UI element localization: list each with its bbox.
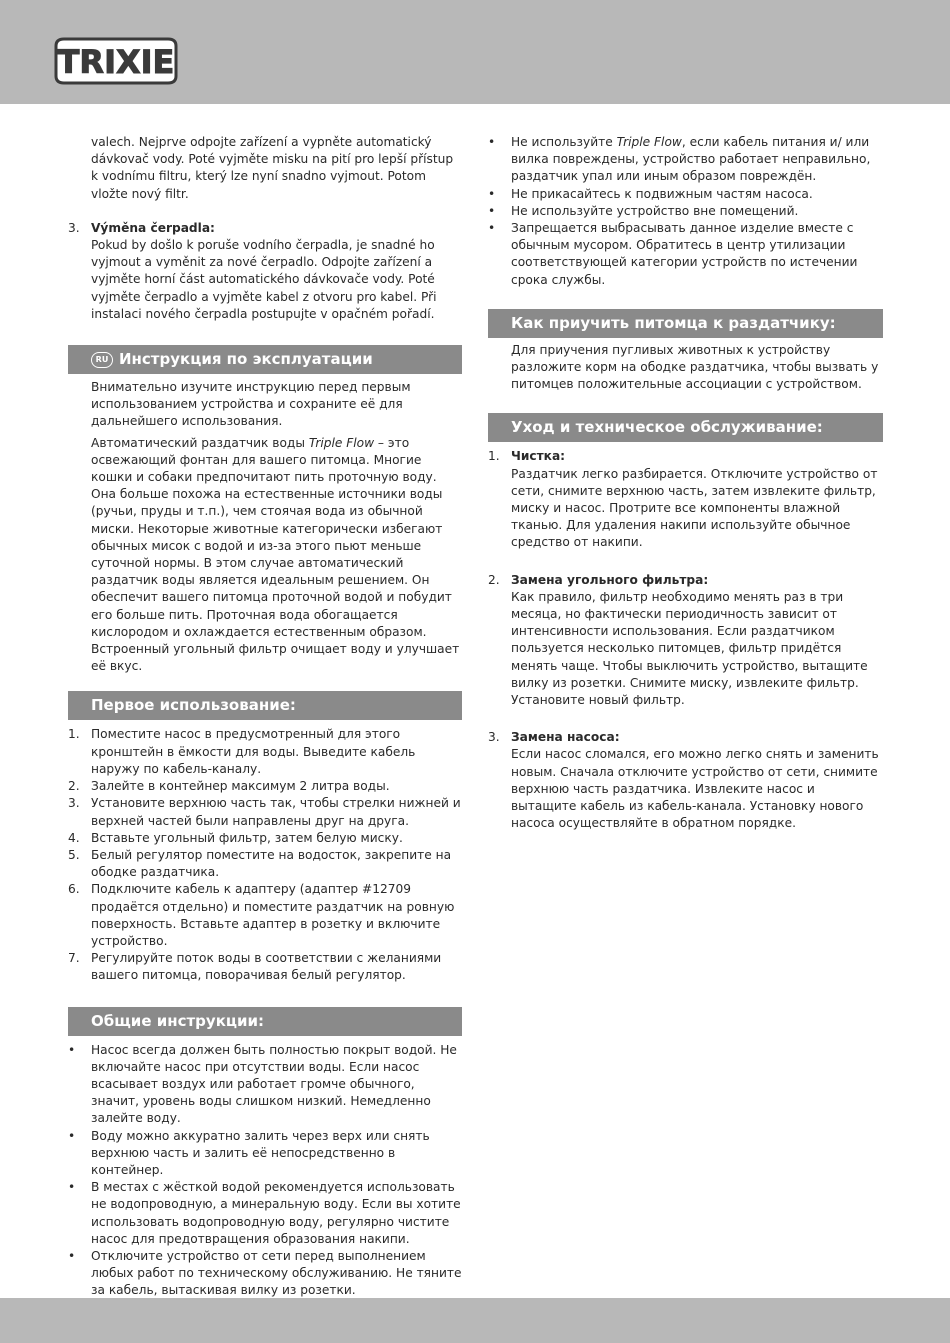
- cz-item3-number: 3.: [68, 220, 80, 235]
- cz-item3-title: Výměna čerpadla:: [91, 220, 215, 235]
- item-text-a: Не прикасайтесь к подвижным частям насоса.: [511, 186, 813, 201]
- item-text: Поместите насос в предусмотренный для этого кронштейн в ёмкости для воды. Выведите кабель наружу по кабель-каналу.: [91, 727, 416, 776]
- item-text: Насос всегда должен быть полностью покрыт водой. Не включайте насос при отсутствии воды. Если насос всасывает воздух или работает громче обычного, значит, уровень воды слишком низкий. Немедленно залейте воду.: [91, 1042, 457, 1126]
- first-use-item: [68, 950, 462, 984]
- first-use-item: [68, 778, 462, 795]
- ru-heading-title: Инструкция по эксплуатации: [119, 350, 373, 369]
- care-item-title: Замена насоса:: [511, 730, 620, 745]
- item-number: 3.: [488, 730, 500, 745]
- care-item-text: Если насос сломался, его можно легко снять и заменить новым. Сначала отключите устройство от сети, снимите верхнюю часть раздатчика. Извлеките насос и вытащите кабель из кабель-канала. Установку нового насоса осуществляйте в обратном порядке.: [511, 747, 879, 831]
- bullet: •: [68, 1248, 76, 1263]
- training-heading: Как приучить питомца к раздатчику:: [488, 309, 883, 338]
- item-number: 5.: [68, 847, 80, 862]
- item-text: Белый регулятор поместите на водосток, закрепите на ободке раздатчика.: [91, 847, 452, 880]
- ru-intro2-text-b: – это освежающий фонтан для вашего питомца. Многие кошки и собаки предпочитают пить проточную воду. Она больше похожа на естественные источники воды (ручьи, пруды и т.п.), чем стоячая вода из обычной миски. Некоторые животные категорически избегают обычных мисок с водой и из-за этого пьют меньше суточной нормы. В этом случае автоматический раздатчик воды является идеальным решением. Он обеспечит вашего питомца проточной водой и побудит его больше пить. Проточная вода обогащается кислородом и охлаждается естественным образом. Встроенный угольный фильтр очищает воду и улучшает её вкус.: [91, 435, 460, 674]
- warning-item: [488, 186, 883, 203]
- item-text-a: Запрещается выбрасывать данное изделие вместе с обычным мусором. Обратитесь в центр утилизации соответствующей категории устройств по истечении срока службы.: [511, 221, 858, 287]
- item-text: В местах с жёсткой водой рекомендуется использовать не водопроводную, а минеральную воду. Если вы хотите использовать водопроводную воду, регулярно чистите насос для предотвращения образования накипи.: [91, 1180, 461, 1246]
- item-number: 1.: [68, 727, 80, 742]
- care-item: [488, 572, 883, 710]
- care-list: [488, 572, 883, 710]
- item-number: 6.: [68, 882, 80, 897]
- ru-intro-paragraph-2: [68, 435, 462, 676]
- item-number: 2.: [488, 572, 500, 587]
- item-text: Установите верхнюю часть так, чтобы стрелки нижней и верхней частей были направлены друг на друга.: [91, 796, 461, 828]
- first-use-item: [68, 795, 462, 829]
- bullet: •: [488, 203, 496, 218]
- care-list: [488, 448, 883, 551]
- general-item: [68, 1248, 462, 1300]
- warning-item: [488, 203, 883, 220]
- left-column: [68, 134, 462, 1300]
- warning-item: [488, 220, 883, 289]
- item-text-a: Не используйте: [511, 135, 617, 149]
- care-item-text: Раздатчик легко разбирается. Отключите устройство от сети, снимите верхнюю часть, затем извлеките фильтр, миску и насос. Протрите все компоненты влажной тканью. Для удаления накипи используйте обычное средство от накипи.: [511, 466, 878, 550]
- item-number: 1.: [488, 449, 500, 464]
- first-use-list: [68, 726, 462, 984]
- ru-intro2-text-a: Автоматический раздатчик воды: [91, 435, 309, 450]
- bullet: •: [488, 135, 496, 149]
- item-number: 3.: [68, 796, 80, 811]
- item-text: Подключите кабель к адаптеру (адаптер #12709 продаётся отдельно) и поместите раздатчик на ровную поверхность. Вставьте адаптер в розетку и включите устройство.: [91, 882, 455, 948]
- item-text: Вставьте угольный фильтр, затем белую миску.: [91, 830, 403, 845]
- product-name: Triple Flow: [616, 135, 682, 149]
- general-item: [68, 1042, 462, 1128]
- bullet: •: [68, 1128, 76, 1143]
- care-item-text: Как правило, фильтр необходимо менять раз в три месяца, но фактически периодичность зависит от интенсивности использования. Если раздатчиком пользуется несколько питомцев, фильтр придётся менять чаще. Чтобы выключить устройство, вытащите вилку из розетки. Снимите миску, извлеките фильтр. Установите новый фильтр.: [511, 589, 868, 708]
- care-item-title: Замена угольного фильтра:: [511, 572, 709, 587]
- general-instructions-heading: Общие инструкции:: [68, 1007, 462, 1036]
- bullet: •: [68, 1180, 76, 1195]
- cz-item3-text: Pokud by došlo k poruše vodního čerpadla, je snadné ho vyjmout a vyměnit za nové čerpadlo. Odpojte zařízení a vyjměte horní část automatického dávkovače vody. Poté vyjměte čerpadlo a vyjměte kabel z otvoru pro kabel. Při instalaci nového čerpadla postupujte v opačném pořadí.: [91, 238, 437, 321]
- item-text-a: Не используйте устройство вне помещений.: [511, 203, 799, 218]
- warning-list: [488, 134, 883, 289]
- item-text: Воду можно аккуратно залить через верх или снять верхнюю часть и залить её непосредственно в контейнер.: [91, 1128, 430, 1177]
- first-use-item: [68, 881, 462, 950]
- right-column: [488, 134, 883, 833]
- footer-band: [0, 1298, 950, 1343]
- item-text: Залейте в контейнер максимум 2 литра воды.: [91, 779, 390, 794]
- first-use-item: [68, 830, 462, 847]
- bullet: •: [488, 186, 496, 201]
- care-item: [488, 448, 883, 551]
- training-paragraph: Для приучения пугливых животных к устройству разложите корм на ободке раздатчика, чтобы вызвать у питомцев положительные ассоциации с устройством.: [511, 342, 879, 392]
- general-item: [68, 1179, 462, 1248]
- item-text: Отключите устройство от сети перед выполнением любых работ по техническому обслуживанию. Не тяните за кабель, вытаскивая вилку из розетки.: [91, 1248, 462, 1298]
- care-list: [488, 729, 883, 832]
- first-use-heading: Первое использование:: [68, 691, 462, 720]
- cz-list-item-3: [68, 220, 462, 323]
- care-item: [488, 729, 883, 832]
- ru-intro-paragraph-1: Внимательно изучите инструкцию перед первым использованием устройства и сохраните её для дальнейшего использования.: [91, 380, 411, 429]
- ru-intro2-product: Triple Flow: [308, 435, 375, 450]
- item-text-b: , если кабель питания и/ или вилка повреждены, устройство работает неправильно, раздатчик упал или иным образом повреждён.: [511, 135, 871, 184]
- care-heading: Уход и техническое обслуживание:: [488, 413, 883, 442]
- ru-language-badge: RU: [91, 352, 113, 368]
- first-use-item: [68, 847, 462, 881]
- cz-numbered-list: [68, 220, 462, 323]
- trixie-logo: [52, 36, 180, 86]
- item-number: 7.: [68, 951, 80, 966]
- item-text: Регулируйте поток воды в соответствии с желаниями вашего питомца, поворачивая белый регулятор.: [91, 951, 442, 983]
- general-item: [68, 1128, 462, 1180]
- bullet: •: [488, 221, 496, 236]
- logo-text: TRIXIE: [57, 43, 175, 81]
- first-use-item: [68, 726, 462, 778]
- item-number: 4.: [68, 830, 80, 845]
- warning-item: [488, 134, 883, 186]
- care-item-title: Чистка:: [511, 449, 566, 464]
- ru-section-heading: [68, 345, 462, 374]
- bullet: •: [68, 1042, 76, 1057]
- item-number: 2.: [68, 779, 80, 794]
- general-instructions-list: [68, 1042, 462, 1300]
- cz-intro-paragraph: valech. Nejprve odpojte zařízení a vypněte automatický dávkovač vody. Poté vyjměte misku na pití pro lepší přístup k vodnímu filtru, který lze nyní snadno vyjmout. Potom vložte nový filtr.: [91, 135, 454, 201]
